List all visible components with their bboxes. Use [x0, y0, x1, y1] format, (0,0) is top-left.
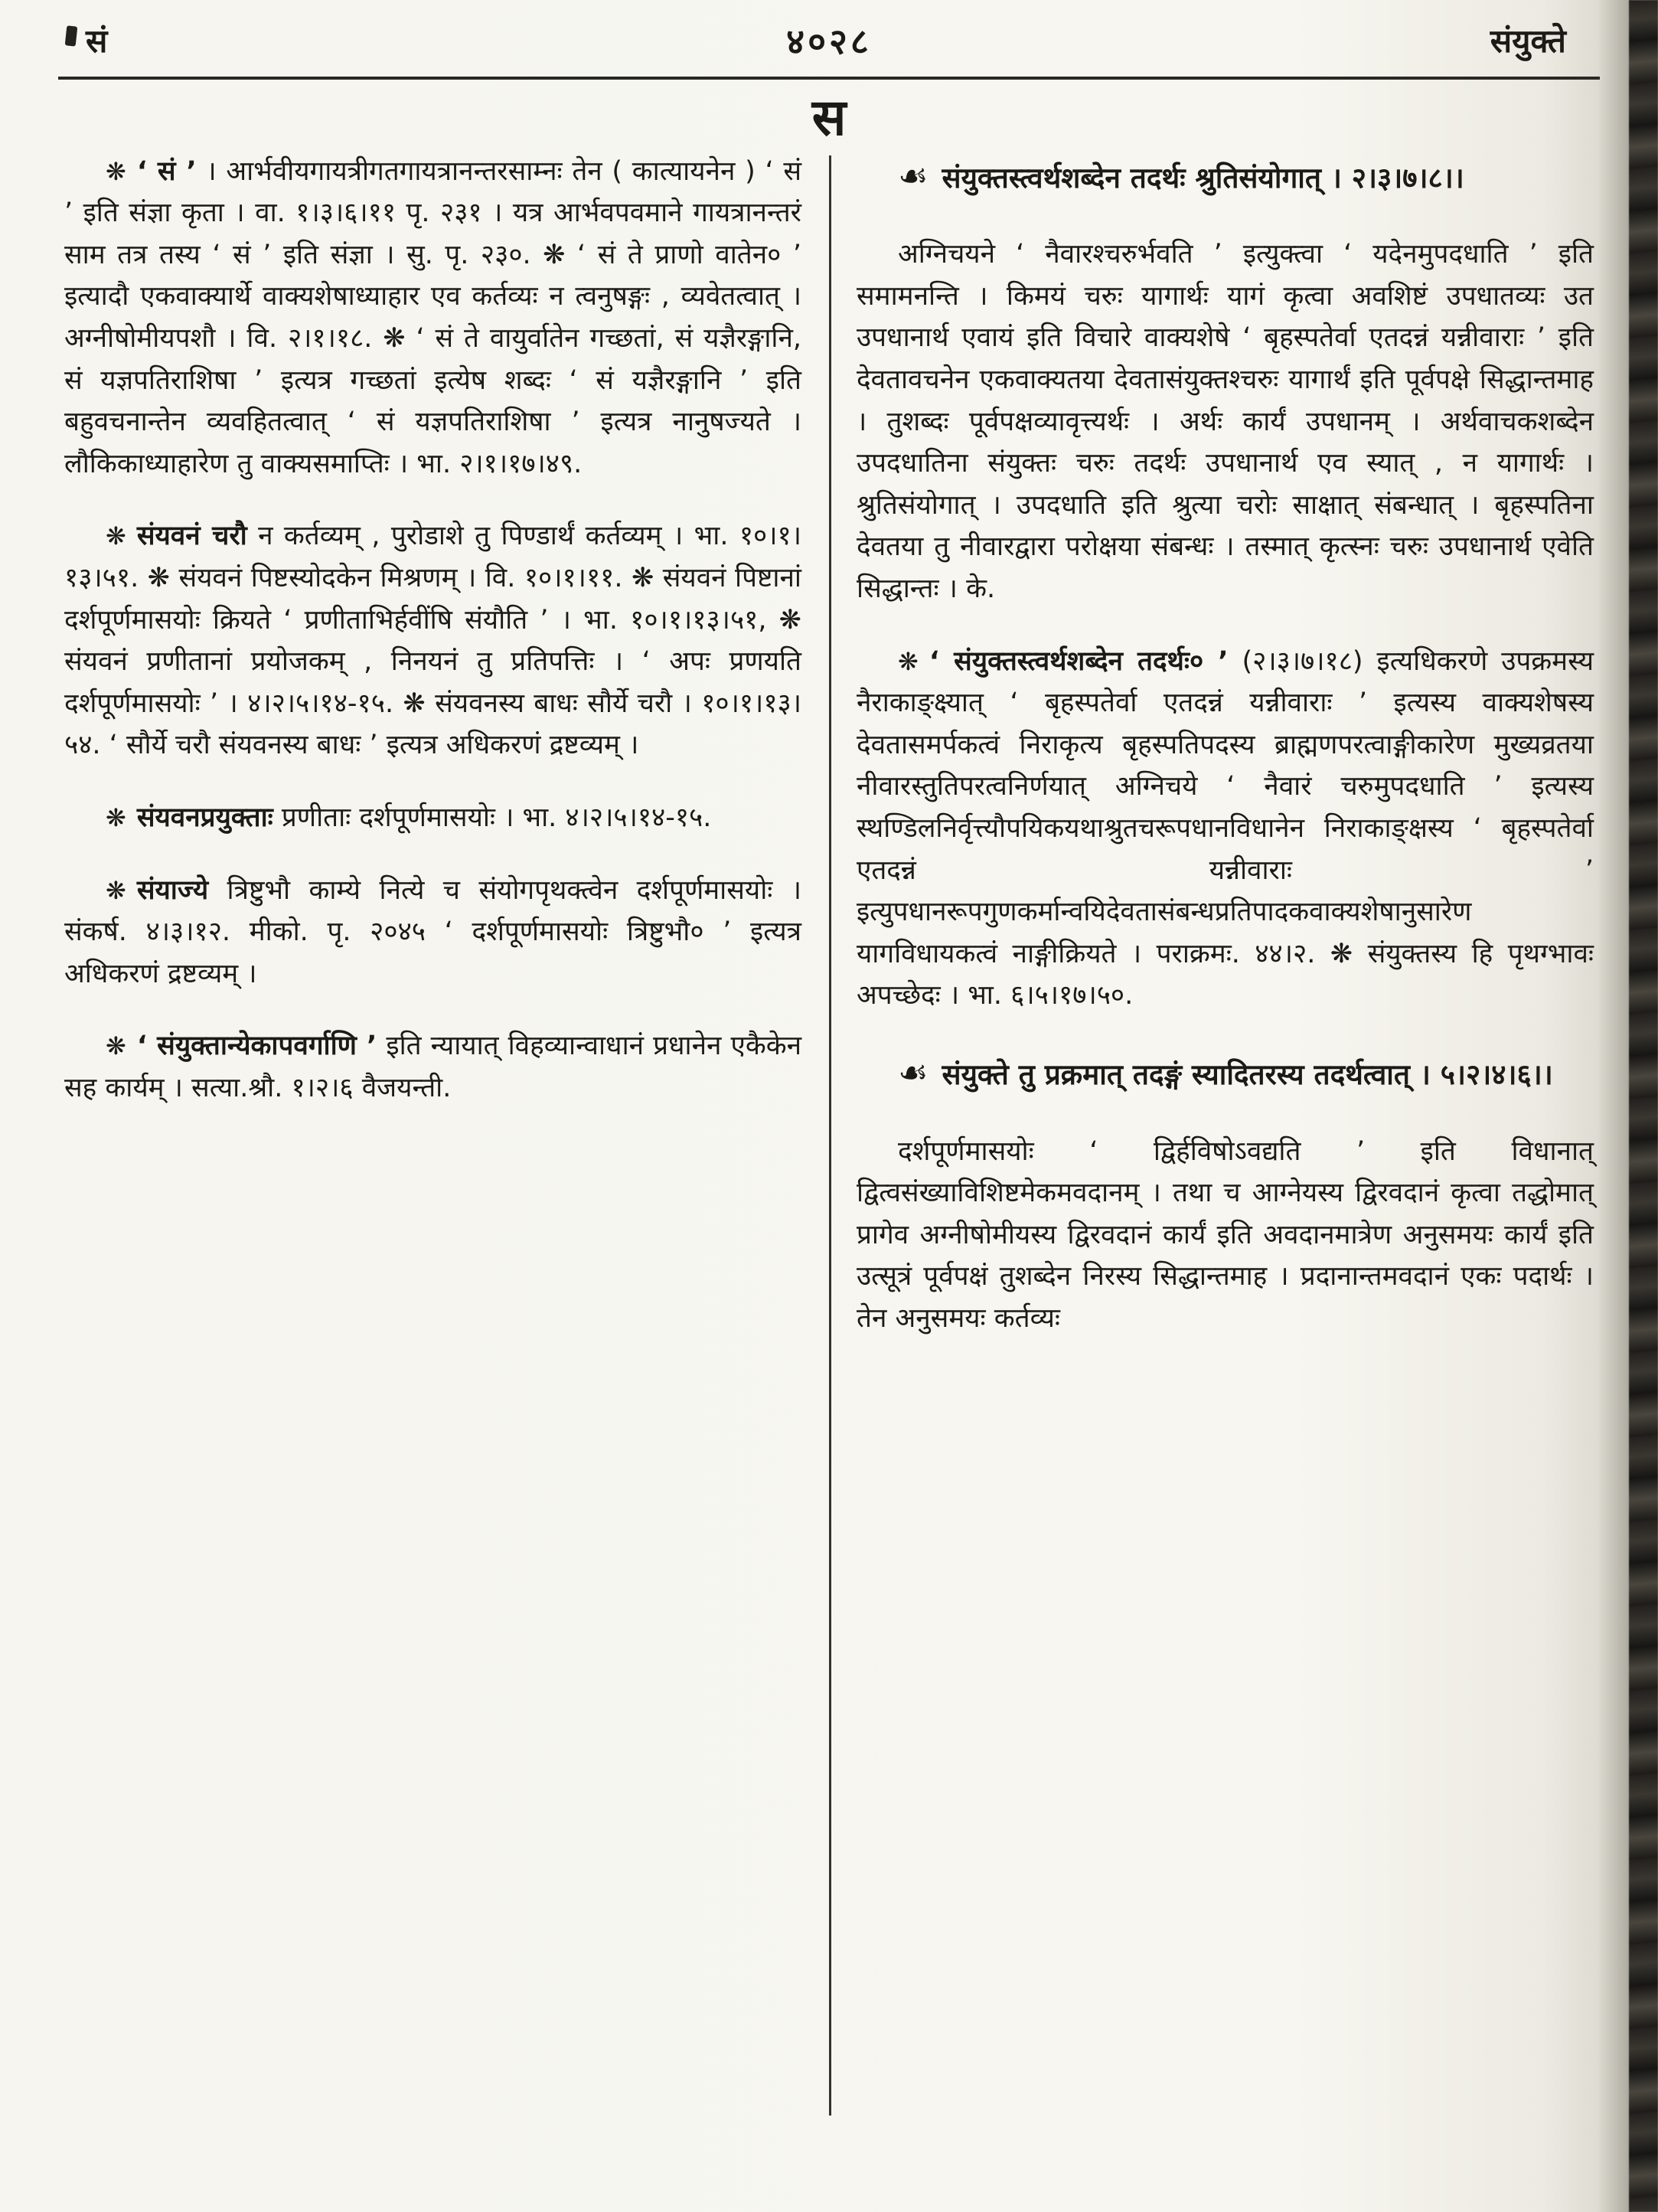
sutra-number: ५।२।४।६।।: [1430, 1057, 1553, 1091]
page-number: ४०२८: [786, 21, 872, 62]
dictionary-entry: [64, 151, 801, 485]
sutra-ornament-icon: ☙: [898, 1053, 929, 1093]
commentary-text: अग्निचयने ‘ नैवारश्चरुर्भवति ’ इत्युक्त्वा ‘ यदेनमुपदधाति ’ इति समामनन्ति । किमयं चरुः यागार्थः यागं कृत्वा अवशिष्टं उपधातव्यः उत उपधानार्थ एवायं इति विचारे वाक्यशेषे ‘ बृहस्पतेर्वा एतदन्नं यन्नीवाराः ’ इति देवतावचनेन एकवाक्यतया देवतासंयुक्तश्चरुः यागार्थं इति पूर्वपक्षे सिद्धान्तमाह । तुशब्दः पूर्वपक्षव्यावृत्त्यर्थः । अर्थः कार्यं उपधानम् । अर्थवाचकशब्देन उपदधातिना संयुक्तः चरुः तदर्थः उपधानार्थ एव स्यात् , न यागार्थः । श्रुतिसंयोगात् । उपदधाति इति श्रुत्या चरोः साक्षात् संबन्धात् । बृहस्पतिना देवतया तु नीवारद्वारा परोक्षया संबन्धः । तस्मात् कृत्स्नः चरुः उपधानार्थ एवेति सिद्धान्तः । के.: [857, 239, 1594, 604]
entry-text: इति न्यायात् विहव्यान्वाधानं प्रधानेन एकैकेन सह कार्यम् । सत्या.श्रौ. १।२।६ वैजयन्ती.: [64, 1031, 802, 1103]
dictionary-entry: [857, 641, 1594, 1017]
commentary-paragraph: [857, 234, 1594, 609]
header-rule: [58, 77, 1600, 80]
column-divider: [829, 155, 831, 2116]
sutra-ornament-icon: ☙: [898, 156, 929, 196]
entry-flower-icon: ❋: [898, 646, 919, 676]
sutra-number: २।३।७।८।।: [1341, 161, 1464, 194]
entry-headword: संयवनप्रयुक्ताः: [136, 802, 273, 833]
entry-headword: ‘ संयुक्तान्येकापवर्गाणि ’: [136, 1031, 377, 1062]
entry-text: त्रिष्टुभौ काम्ये नित्ये च संयोगपृथक्त्वेन दर्शपूर्णमासयोः । संकर्ष. ४।३।१२. मीको. पृ. २०४५ ‘ दर्शपूर्णमासयोः त्रिष्टुभौ० ’ इत्यत्र अधिकरणं द्रष्टव्यम् ।: [64, 874, 801, 989]
entry-text: प्रणीताः दर्शपूर्णमासयोः । भा. ४।२।५।१४-१५.: [273, 802, 712, 833]
entry-headword: संयवनं चरौ: [136, 521, 247, 552]
dictionary-entry: [64, 1025, 801, 1109]
left-column: [64, 151, 801, 1371]
dictionary-entry: [64, 515, 801, 766]
commentary-text: दर्शपूर्णमासयोः ‘ द्विर्हविषोऽवद्यति ’ इति विधानात् द्वित्वसंख्याविशिष्टमेकमवदानम् । तथा च आग्नेयस्य द्विरवदानं कृत्वा तद्धोमात् प्रागेव अग्नीषोमीयस्य द्विरवदानं कार्यं इति अवदानमात्रेण अनुसमयः कार्यं इति उत्सूत्रं पूर्वपक्षं तुशब्देन निरस्य सिद्धान्तमाह । प्रदानान्तमवदानं एकः पदार्थः । तेन अनुसमयः कर्तव्यः: [857, 1135, 1594, 1334]
section-letter: स: [811, 88, 847, 147]
entry-flower-icon: ❋: [106, 156, 126, 186]
sutra-entry: [857, 1047, 1594, 1100]
text-columns: [0, 151, 1658, 1371]
entry-text: । आर्भवीयगायत्रीगतगायत्रानन्तरसाम्नः तेन ( कात्यायनेन ) ‘ सं ’ इति संज्ञा कृता । वा. १।३।६।११ पृ. २३१ । यत्र आर्भवपवमाने गायत्रानन्तरं साम तत्र तस्य ‘ सं ’ इति संज्ञा । सु. पृ. २३०. ❋ ‘ सं ते प्राणो वातेन० ’ इत्यादौ एकवाक्यार्थे वाक्यशेषाध्याहार एव कर्तव्यः न त्वनुषङ्गः , व्यवेतत्वात् । अग्नीषोमीयपशौ । वि. २।१।१८. ❋ ‘ सं ते वायुर्वातेन गच्छतां, सं यज्ञैरङ्गानि, सं यज्ञपतिराशिषा ’ इत्यत्र गच्छतां इत्येष शब्दः ‘ सं यज्ञैरङ्गानि ’ इति बहुवचनान्तेन व्यवहितत्वात् ‘ सं यज्ञपतिराशिषा ’ इत्यत्र नानुषज्यते । लौकिकाध्याहारेण तु वाक्यसमाप्तिः । भा. २।१।१७।४९.: [64, 155, 802, 479]
entry-text: न कर्तव्यम् , पुरोडाशे तु पिण्डार्थं कर्तव्यम् । भा. १०।१।१३।५१. ❋ संयवनं पिष्टस्योदकेन मिश्रणम् । वि. १०।१।११. ❋ संयवनं पिष्टानां दर्शपूर्णमासयोः क्रियते ‘ प्रणीताभिर्हवींषि संयौति ’ । भा. १०।१।१३।५१, ❋ संयवनं प्रणीतानां प्रयोजकम् , निनयनं तु प्रतिपत्तिः । ‘ अपः प्रणयति दर्शपूर्णमासयोः ’ । ४।२।५।१४-१५. ❋ संयवनस्य बाधः सौर्ये चरौ । १०।१।१३।५४. ‘ सौर्ये चरौ संयवनस्य बाधः ’ इत्यत्र अधिकरणं द्रष्टव्यम् ।: [64, 521, 801, 761]
entry-flower-icon: ❋: [106, 1031, 126, 1061]
entry-headword: ‘ संयुक्तस्त्वर्थशब्देन तदर्थः० ’: [929, 645, 1229, 677]
running-head-right: संयुक्ते: [1490, 22, 1566, 60]
sutra-text: संयुक्तस्त्वर्थशब्देन तदर्थः श्रुतिसंयोगात् ।: [942, 161, 1342, 194]
entry-flower-icon: ❋: [106, 802, 126, 832]
right-column: [857, 151, 1594, 1371]
entry-text: (२।३।७।१८) इत्यधिकरणे उपक्रमस्य नैराकाङ्क्ष्यात् ‘ बृहस्पतेर्वा एतदन्नं यन्नीवाराः ’ इत्यस्य वाक्यशेषस्य देवतासमर्पकत्वं निराकृत्य बृहस्पतिपदस्य ब्राह्मणपरत्वाङ्गीकारेण मुख्यव्रतया नीवारस्तुतिपरत्वनिर्णयात् अग्निचये ‘ नैवारं चरुमुपदधाति ’ इत्यस्य स्थण्डिलनिर्वृत्त्यौपयिकयथाश्रुतचरूपधानविधानेन निराकाङ्क्षस्य ‘ बृहस्पतेर्वा एतदन्नं यन्नीवाराः ’ इत्युपधानरूपगुणकर्मान्वयिदेवतासंबन्धप्रतिपादकवाक्यशेषानुसारेण यागविधायकत्वं नाङ्गीक्रियते । पराक्रमः. ४४।२. ❋ संयुक्तस्य हि पृथग्भावः अपच्छेदः । भा. ६।५।१७।५०.: [857, 645, 1594, 1011]
running-head-left: सं: [86, 22, 108, 60]
sutra-entry: [857, 151, 1594, 204]
dictionary-entry: [64, 797, 801, 839]
entry-flower-icon: ❋: [106, 875, 126, 905]
entry-flower-icon: ❋: [106, 521, 126, 551]
commentary-paragraph: [857, 1131, 1594, 1340]
page-header: [0, 0, 1658, 70]
entry-headword: संयाज्ये: [136, 874, 209, 906]
sutra-text: संयुक्ते तु प्रक्रमात् तदङ्गं स्यादितरस्य तदर्थत्वात् ।: [942, 1057, 1431, 1091]
entry-headword: ‘ सं ’: [136, 155, 197, 187]
dictionary-entry: [64, 870, 801, 995]
